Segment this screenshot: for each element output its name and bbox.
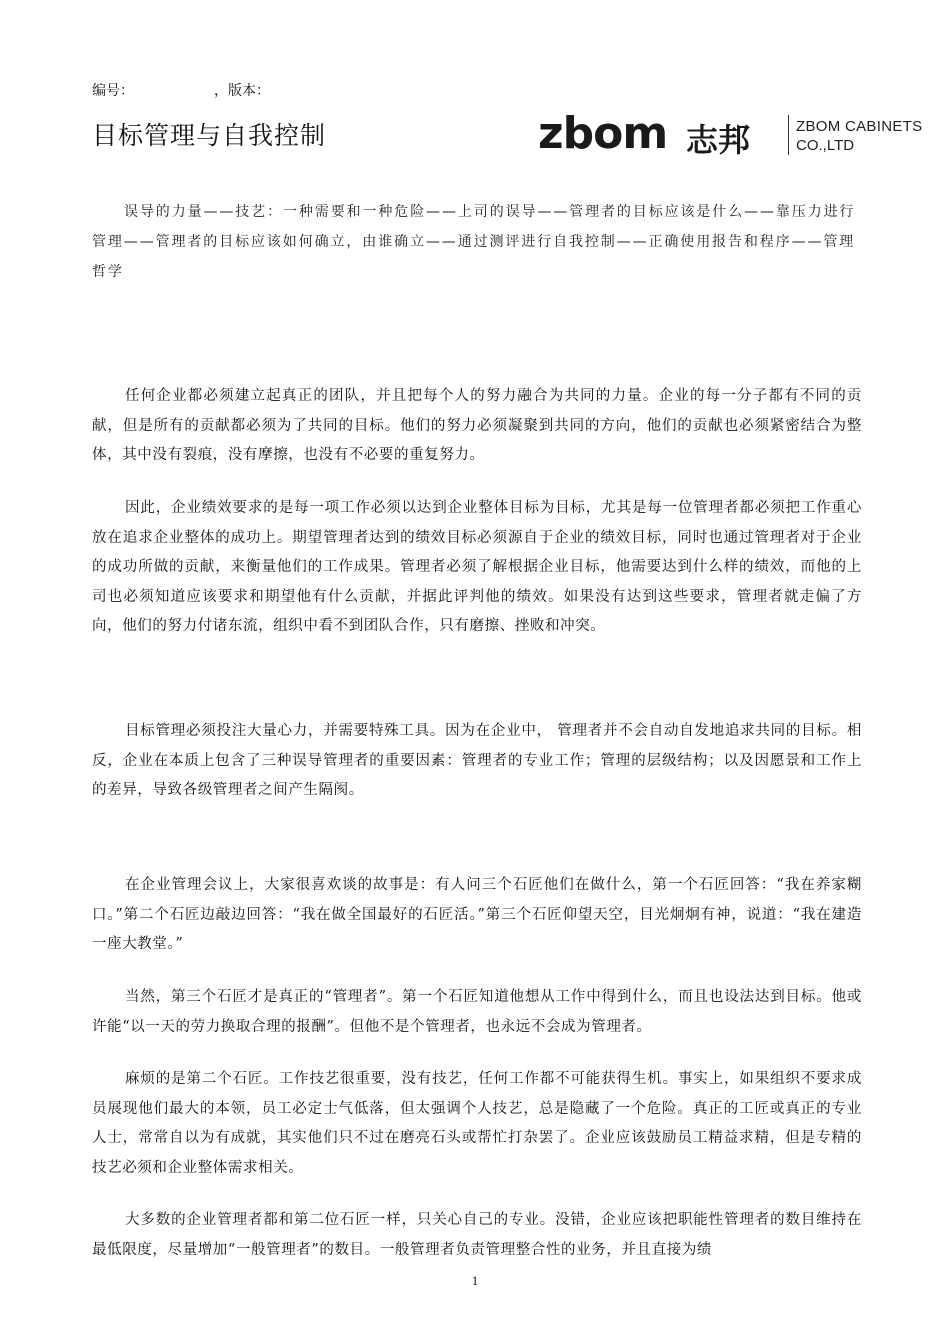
document-meta-line <box>92 80 270 100</box>
document-number-label: 编号： <box>92 83 134 99</box>
logo-english-line1: ZBOM CABINETS <box>796 118 923 135</box>
logo-english-line2: CO.,LTD <box>796 137 855 154</box>
logo-wordmark: zbom <box>538 108 668 159</box>
body-paragraph: 大多数的企业管理者都和第二位石匠一样，只关心自己的专业。没错，企业应该把职能性管理者的数目维持在最低限度，尽量增加“一般管理者”的数目。一般管理者负责管理整合性的业务，并且直接为绩 <box>92 1212 862 1258</box>
body-paragraph: 因此，企业绩效要求的是每一项工作必须以达到企业整体目标为目标，尤其是每一位管理者都必须把工作重心放在追求企业整体的成功上。期望管理者达到的绩效目标必须源自于企业的绩效目标，同时也通过管理者对于企业的成功所做的贡献，来衡量他们的工作成果。管理者必须了解根据企业目标，他需要达到什么样的绩效，而他的上司也必须知道应该要求和期望他有什么贡献，并据此评判他的绩效。如果没有达到这些要求，管理者就走偏了方向，他们的努力付诸东流，组织中看不到团队合作，只有磨擦、挫败和冲突。 <box>92 500 862 635</box>
logo-chinese-name: 志邦 <box>686 121 751 159</box>
logo-divider <box>788 115 789 155</box>
document-version-label: ，版本： <box>214 83 270 99</box>
chapter-summary: 误导的力量——技艺：一种需要和一种危险——上司的误导——管理者的目标应该是什么——靠压力进行管理——管理者的目标应该如何确立，由谁确立——通过测评进行自我控制——正确使用报告和程序——管理哲学 <box>92 204 856 280</box>
body-paragraph: 目标管理必须投注大量心力，并需要特殊工具。因为在企业中， 管理者并不会自动自发地追求共同的目标。相反，企业在本质上包含了三种误导管理者的重要因素：管理者的专业工作；管理的层级结构；以及因愿景和工作上的差异，导致各级管理者之间产生隔阂。 <box>92 723 862 799</box>
body-paragraph: 在企业管理会议上，大家很喜欢谈的故事是：有人问三个石匠他们在做什么，第一个石匠回答：“我在养家糊口。”第二个石匠边敲边回答：“我在做全国最好的石匠活。”第三个石匠仰望天空，目光炯炯有神，说道：“我在建造一座大教堂。” <box>92 877 862 953</box>
document-title: 目标管理与自我控制 <box>92 121 327 150</box>
body-paragraph: 任何企业都必须建立起真正的团队，并且把每个人的努力融合为共同的力量。企业的每一分子都有不同的贡献，但是所有的贡献都必须为了共同的目标。他们的努力必须凝聚到共同的方向，他们的贡献也必须紧密结合为整体，其中没有裂痕，没有摩擦，也没有不必要的重复努力。 <box>92 388 862 464</box>
body-paragraph: 麻烦的是第二个石匠。工作技艺很重要，没有技艺，任何工作都不可能获得生机。事实上，如果组织不要求成员展现他们最大的本领，员工必定士气低落，但太强调个人技艺，总是隐藏了一个危险。真正的工匠或真正的专业人士，常常自以为有成就，其实他们只不过在磨亮石头或帮忙打杂罢了。企业应该鼓励员工精益求精，但是专精的技艺必须和企业整体需求相关。 <box>92 1071 862 1176</box>
page-number: 1 <box>471 1273 479 1288</box>
company-logo <box>538 108 928 162</box>
body-paragraph: 当然，第三个石匠才是真正的“管理者”。第一个石匠知道他想从工作中得到什么，而且也设法达到目标。他或许能“以一天的劳力换取合理的报酬”。但他不是个管理者，也永远不会成为管理者。 <box>92 989 862 1035</box>
